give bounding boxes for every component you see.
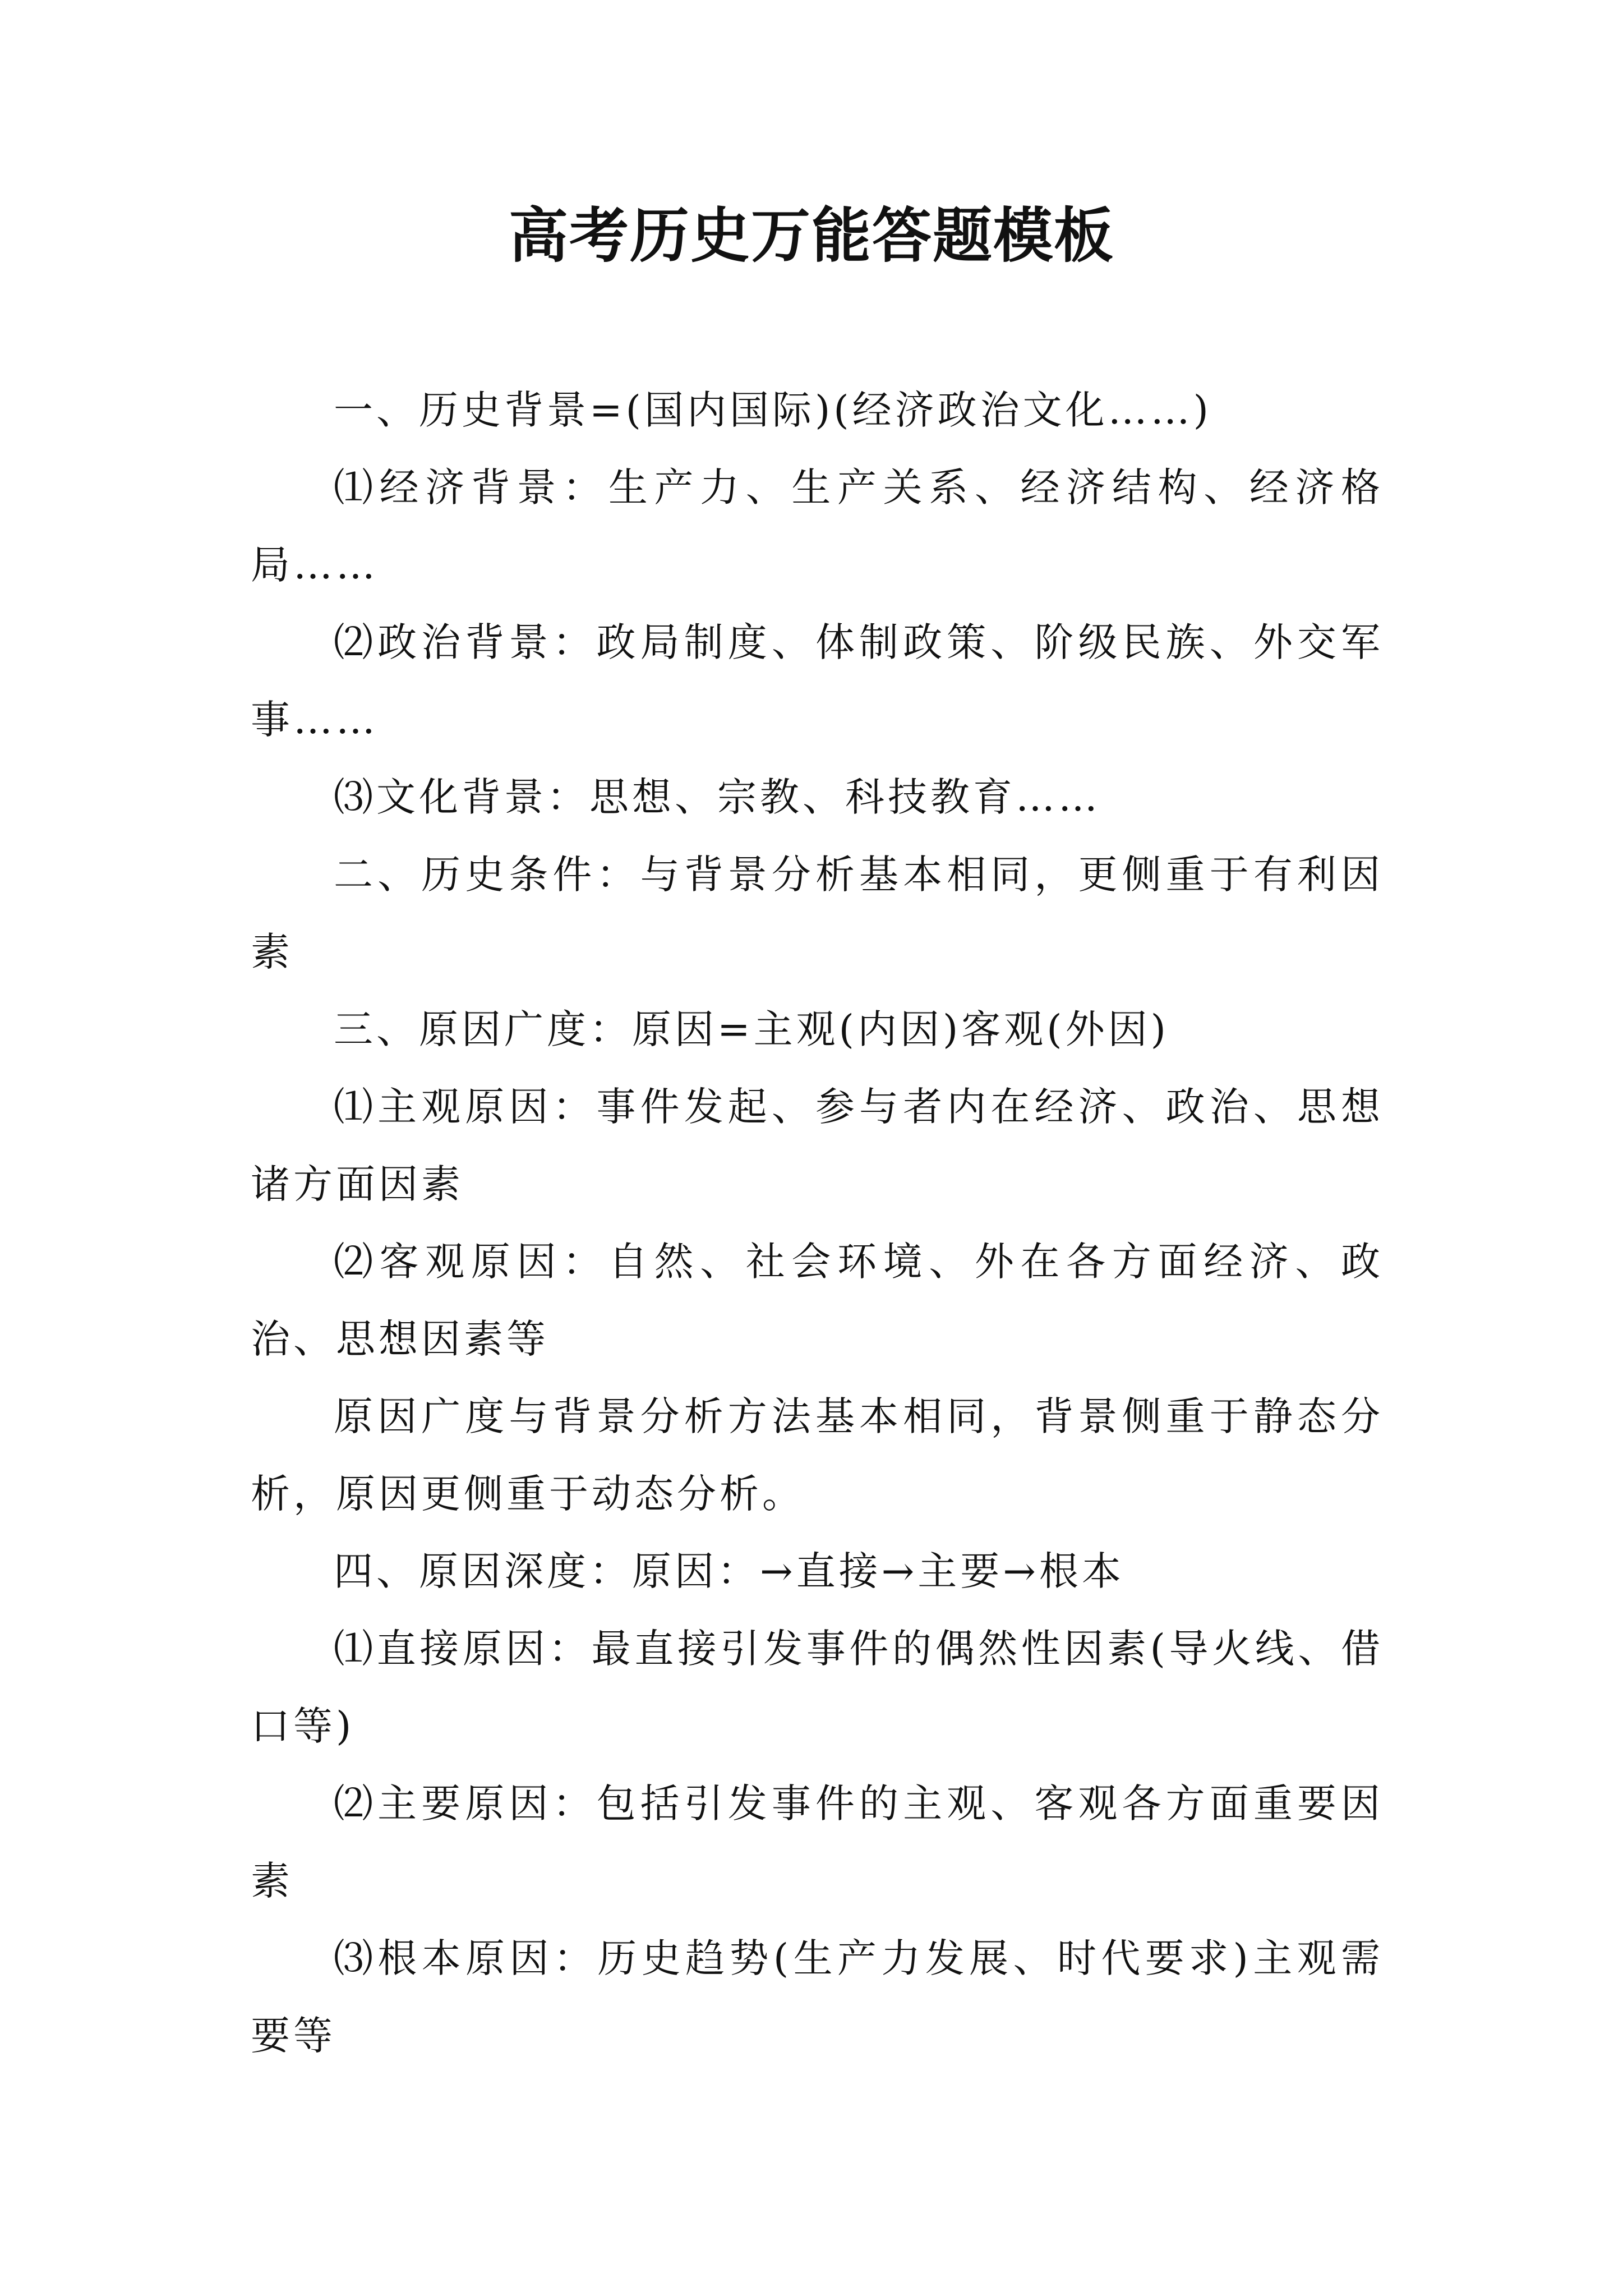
paragraph-historical-background: 一、历史背景=(国内国际)(经济政治文化……) [334,387,1212,433]
paragraph-political-background: ⑵政治背景：政局制度、体制政策、阶级民族、外交军事…… [251,619,1384,743]
document-title: 高考历史万能答题模板 [509,200,1114,270]
paragraph-historical-conditions: 二、历史条件：与背景分析基本相同，更侧重于有利因素 [251,852,1384,975]
paragraph-cause-breadth: 三、原因广度：原因=主观(内因)客观(外因) [334,1006,1169,1052]
paragraph-root-cause: ⑶根本原因：历史趋势(生产力发展、时代要求)主观需要等 [251,1935,1384,2059]
document-body [251,371,1384,2074]
paragraph-cause-breadth-note: 原因广度与背景分析方法基本相同，背景侧重于静态分析，原因更侧重于动态分析。 [251,1393,1384,1517]
paragraph-direct-cause: ⑴直接原因：最直接引发事件的偶然性因素(导火线、借口等) [251,1626,1384,1749]
paragraph-main-cause: ⑵主要原因：包括引发事件的主观、客观各方面重要因素 [251,1780,1384,1904]
paragraph-objective-cause: ⑵客观原因：自然、社会环境、外在各方面经济、政治、思想因素等 [251,1239,1384,1362]
paragraph-subjective-cause: ⑴主观原因：事件发起、参与者内在经济、政治、思想诸方面因素 [251,1084,1384,1207]
paragraph-economic-background: ⑴经济背景：生产力、生产关系、经济结构、经济格局…… [251,464,1384,588]
paragraph-cultural-background: ⑶文化背景：思想、宗教、科技教育…… [334,774,1101,820]
paragraph-cause-depth: 四、原因深度：原因：→直接→主要→根本 [334,1548,1124,1594]
